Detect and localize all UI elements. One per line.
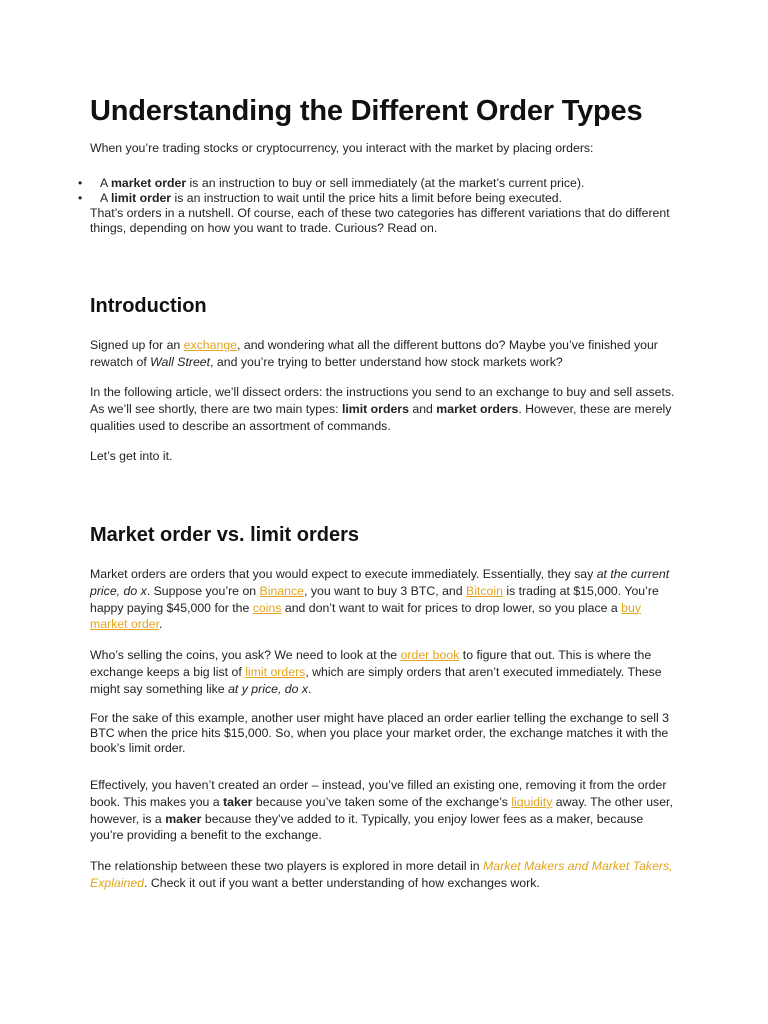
order-types-list	[78, 176, 680, 206]
paragraph: Effectively, you haven’t created an order – instead, you’ve filled an existing one, removing it from the order book. This makes you a taker because you’ve taken some of the exchange’s liquidity away. The other user, however, is a maker because they’ve added to it. Typically, you enjoy lower fees as a maker, because you’re providing a benefit to the exchange.	[90, 778, 673, 843]
link-coins[interactable]: coins	[252, 600, 282, 615]
paragraph: Who’s selling the coins, you ask? We need to look at the order book to figure that out. This is where the exchange keeps a big list of limit orders, which are simply orders that aren’t executed immediately. These might say something like at y price, do x.	[90, 648, 662, 696]
section-heading-introduction: Introduction	[90, 295, 207, 317]
bullet-icon: •	[78, 191, 83, 205]
link-bitcoin[interactable]: Bitcoin	[466, 583, 503, 598]
paragraph: Market orders are orders that you would expect to execute immediately. Essentially, they say at the current price, do x. Suppose you’re on Binance, you want to buy 3 BTC, and Bitcoin is trading at $15,000. You’re happy paying $45,000 for the coins and don’t want to wait for prices to drop lower, so you place a buy market order.	[90, 567, 670, 632]
paragraph: In the following article, we’ll dissect orders: the instructions you send to an exchange to buy and sell assets. As we’ll see shortly, there are two main types: limit orders and market orders. However, these are merely qualities used to describe an assortment of commands.	[90, 385, 675, 433]
link-order-book[interactable]: order book	[400, 648, 460, 662]
link-market-makers-takers[interactable]: Market Makers and Market Takers, Explained	[90, 859, 673, 890]
list-item: • A limit order is an instruction to wait until the price hits a limit before being executed.	[78, 191, 563, 205]
paragraph: The relationship between these two players is explored in more detail in Market Makers and Market Takers, Explained. Check it out if you want a better understanding of how exchanges work.	[90, 859, 673, 890]
paragraph: Let’s get into it.	[90, 449, 173, 463]
link-liquidity[interactable]: liquidity	[511, 794, 553, 809]
page-title: Understanding the Different Order Types	[90, 95, 643, 127]
section-heading-market-vs-limit: Market order vs. limit orders	[90, 524, 359, 546]
paragraph: Signed up for an exchange, and wondering what all the different buttons do? Maybe you’ve finished your rewatch of Wall Street, and you’re trying to better understand how stock markets work?	[90, 338, 658, 369]
link-binance[interactable]: Binance	[259, 583, 304, 598]
bullet-icon: •	[78, 176, 83, 190]
link-limit-orders[interactable]: limit orders	[245, 664, 306, 679]
link-exchange[interactable]: exchange	[183, 338, 238, 352]
list-item: • A market order is an instruction to buy or sell immediately (at the market’s current price).	[78, 176, 585, 190]
link-buy-market-order[interactable]: buy market order	[90, 600, 641, 632]
summary-paragraph: That’s orders in a nutshell. Of course, each of these two categories has different variations that do different things, depending on how you want to trade. Curious? Read on.	[90, 206, 670, 235]
intro-line: When you’re trading stocks or cryptocurrency, you interact with the market by placing orders:	[90, 141, 594, 155]
paragraph: For the sake of this example, another user might have placed an order earlier telling the exchange to sell 3 BTC when the price hits $15,000. So, when you place your market order, the exchange matches it with the book’s limit order.	[90, 711, 669, 755]
